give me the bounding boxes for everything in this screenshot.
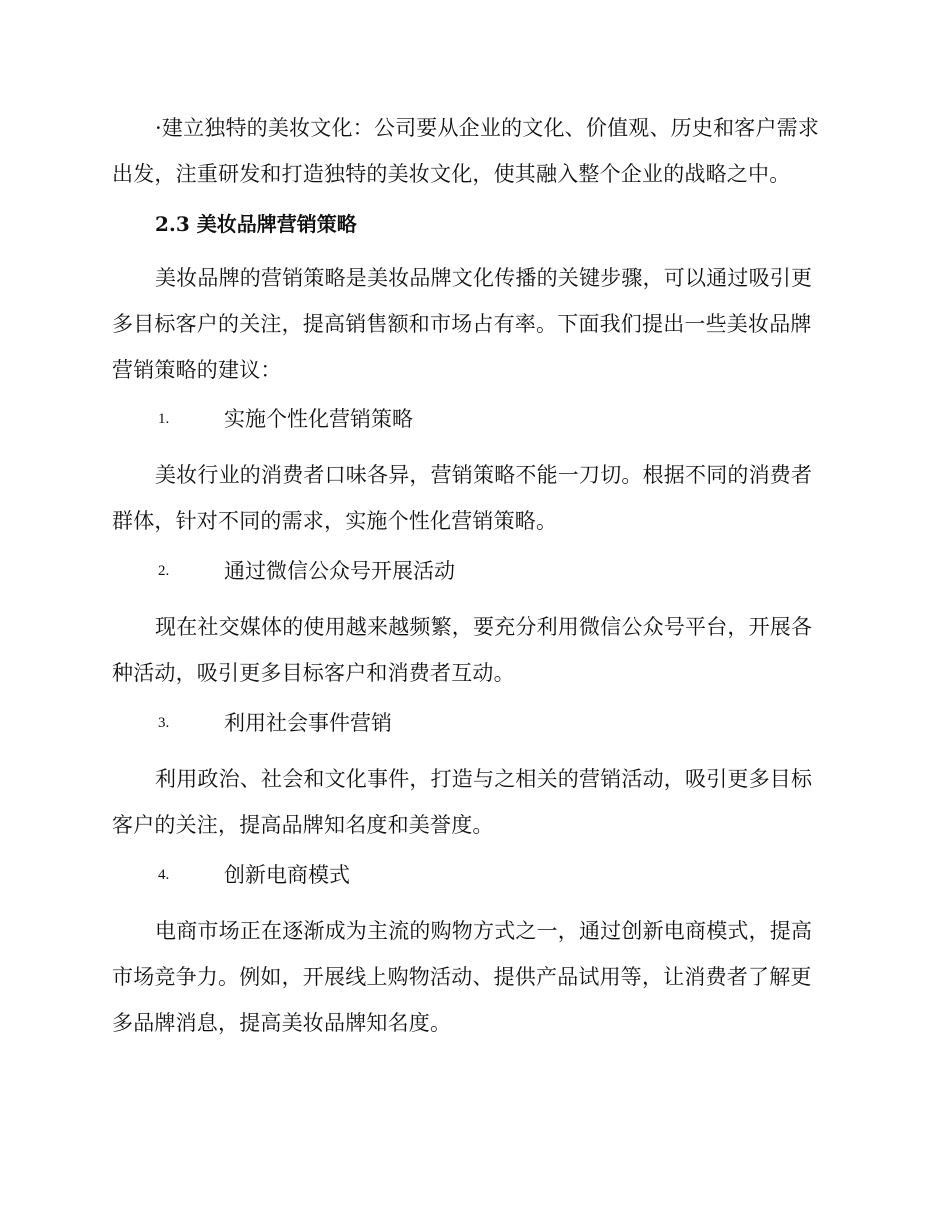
paragraph-item-2: 现在社交媒体的使用越来越频繁，要充分利用微信公众号平台，开展各种活动，吸引更多目标客户和消费者互动。 (112, 615, 813, 685)
section-heading: 2.3 美妆品牌营销策略 (155, 212, 357, 236)
list-title: 利用社会事件营销 (224, 711, 392, 735)
paragraph-intro: 美妆品牌的营销策略是美妆品牌文化传播的关键步骤，可以通过吸引更多目标客户的关注，提高销售额和市场占有率。下面我们提出一些美妆品牌营销策略的建议： (112, 266, 813, 382)
list-number: 2. (158, 563, 170, 579)
paragraph-item-4: 电商市场正在逐渐成为主流的购物方式之一，通过创新电商模式，提高市场竞争力。例如，开展线上购物活动、提供产品试用等，让消费者了解更多品牌消息，提高美妆品牌知名度。 (112, 919, 813, 1035)
list-title: 创新电商模式 (224, 863, 350, 887)
paragraph-item-3: 利用政治、社会和文化事件，打造与之相关的营销活动，吸引更多目标客户的关注，提高品牌知名度和美誉度。 (112, 767, 813, 837)
paragraph-item-1: 美妆行业的消费者口味各异，营销策略不能一刀切。根据不同的消费者群体，针对不同的需求，实施个性化营销策略。 (112, 463, 813, 533)
list-title: 通过微信公众号开展活动 (224, 559, 455, 583)
list-item-1 (158, 404, 413, 434)
list-number: 3. (158, 715, 170, 731)
list-number: 4. (158, 867, 170, 883)
list-item-4 (158, 860, 350, 890)
list-item-3 (158, 708, 392, 738)
list-item-2 (158, 556, 455, 586)
list-number: 1. (158, 411, 170, 427)
list-title: 实施个性化营销策略 (224, 407, 413, 431)
paragraph-culture: ·建立独特的美妆文化：公司要从企业的文化、价值观、历史和客户需求出发，注重研发和打造独特的美妆文化，使其融入整个企业的战略之中。 (112, 116, 820, 186)
